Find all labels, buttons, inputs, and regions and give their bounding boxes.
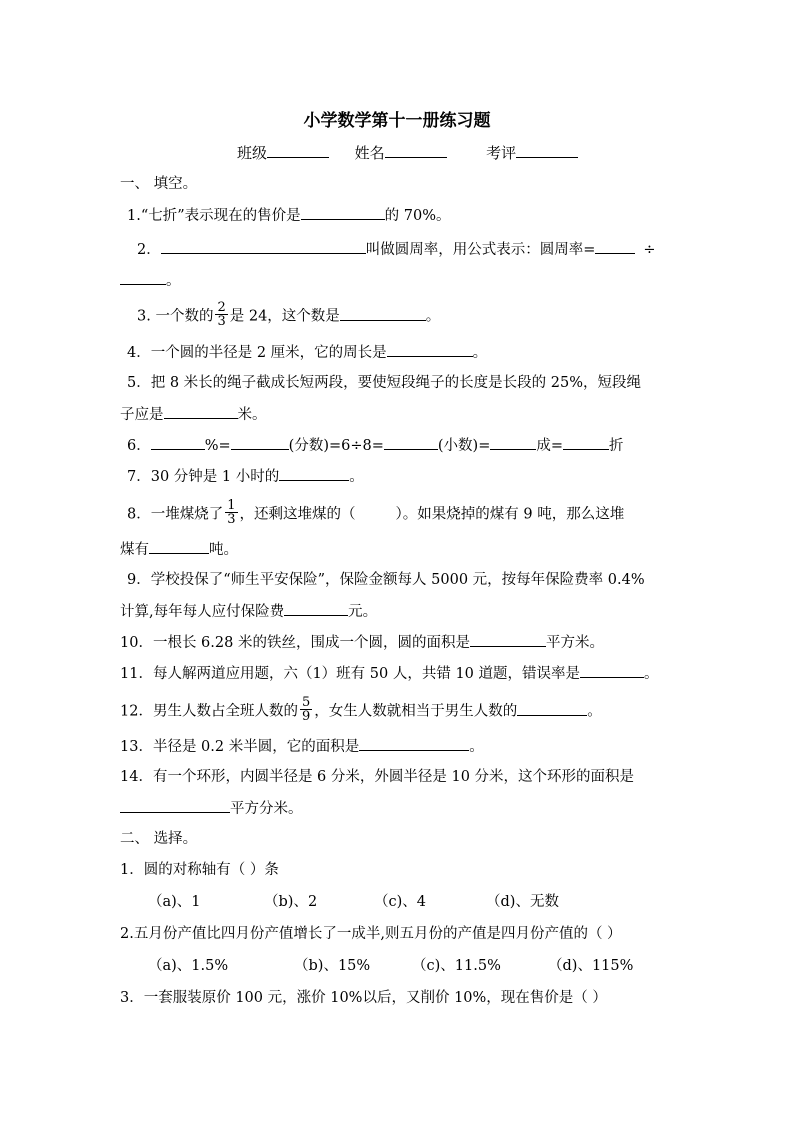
fill-q5: 5．把 8 米长的绳子截成长短两段，要使短段绳子的长度是长段的 25%，短段绳 bbox=[127, 375, 642, 391]
choice-q1-option-c[interactable]: （c)、4 bbox=[374, 894, 427, 910]
fill-q4: 4．一个圆的半径是 2 厘米，它的周长是 。 bbox=[127, 342, 487, 363]
fill-q2-blank-3[interactable] bbox=[120, 270, 166, 285]
section1-heading: 一、 填空。 bbox=[120, 176, 198, 192]
choice-q2-option-b[interactable]: （b)、15% bbox=[294, 958, 371, 974]
choice-q1-option-a[interactable]: （a)、1 bbox=[148, 894, 201, 910]
fill-q4-blank[interactable] bbox=[387, 342, 473, 357]
fill-q14-cont: 平方分米。 bbox=[120, 798, 303, 819]
fill-q13-blank[interactable] bbox=[359, 736, 469, 751]
choice-q2-option-a[interactable]: （a)、1.5% bbox=[148, 958, 229, 974]
fill-q9: 9．学校投保了“师生平安保险”，保险金额每人 5000 元，按每年保险费率 0.4% bbox=[127, 572, 645, 588]
fill-q5-blank[interactable] bbox=[164, 404, 238, 419]
fill-q12-blank[interactable] bbox=[517, 701, 587, 716]
fill-q3: 3. 一个数的 $\frac{2}{3}$ 是 24，这个数是 。 bbox=[137, 300, 441, 329]
fill-q11-blank[interactable] bbox=[580, 663, 644, 678]
fill-q2-cont: 。 bbox=[120, 270, 181, 291]
grade-blank[interactable] bbox=[516, 143, 578, 158]
fill-q13: 13．半径是 0.2 米半圆，它的面积是 。 bbox=[120, 736, 484, 757]
fill-q7-blank[interactable] bbox=[279, 466, 349, 481]
fill-q7: 7．30 分钟是 1 小时的 。 bbox=[127, 466, 364, 487]
fill-q2: 2． 叫做圆周率，用公式表示：圆周率= ÷ bbox=[137, 239, 656, 260]
fill-q6-blank-5[interactable] bbox=[563, 435, 609, 450]
fill-q8-blank[interactable] bbox=[149, 539, 209, 554]
fill-q8-cont: 煤有 吨。 bbox=[120, 539, 238, 560]
class-blank[interactable] bbox=[267, 143, 329, 158]
name-label: 姓名 bbox=[354, 144, 385, 162]
fill-q12: 12．男生人数占全班人数的 $\frac{5}{9}$ ，女生人数就相当于男生人数的 。 bbox=[120, 695, 602, 724]
fill-q8: 8．一堆煤烧了 $\frac{1}{3}$ ，还剩这堆煤的（ ）。如果烧掉的煤有 9 吨，那么这堆 bbox=[127, 498, 625, 527]
fraction-one-third: $\frac{1}{3}$ bbox=[227, 498, 236, 527]
fill-q1-blank[interactable] bbox=[301, 205, 385, 220]
choice-q2: 2.五月份产值比四月份产值增长了一成半,则五月份的产值是四月份产值的（ ） bbox=[120, 926, 622, 942]
fill-q2-blank-1[interactable] bbox=[161, 239, 366, 254]
fill-q6-blank-1[interactable] bbox=[151, 435, 205, 450]
name-blank[interactable] bbox=[385, 143, 447, 158]
fill-q6-blank-4[interactable] bbox=[490, 435, 536, 450]
fill-q3-blank[interactable] bbox=[340, 306, 426, 321]
choice-q1-option-b[interactable]: （b)、2 bbox=[264, 894, 318, 910]
fill-q9-cont: 计算,每年每人应付保险费 元。 bbox=[120, 601, 377, 622]
fill-q11: 11．每人解两道应用题，六（1）班有 50 人，共错 10 道题，错误率是 。 bbox=[120, 663, 659, 684]
student-info-row bbox=[237, 142, 578, 163]
fill-q9-blank[interactable] bbox=[284, 601, 348, 616]
fraction-five-ninths: $\frac{5}{9}$ bbox=[301, 695, 311, 724]
fill-q10-blank[interactable] bbox=[470, 632, 546, 647]
grade-label: 考评 bbox=[486, 144, 517, 162]
fill-q14: 14．有一个环形，内圆半径是 6 分米，外圆半径是 10 分米，这个环形的面积是 bbox=[120, 769, 635, 785]
fill-q6-blank-3[interactable] bbox=[384, 435, 438, 450]
fill-q6: 6． %= (分数)=6÷8= (小数)= 成= 折 bbox=[127, 435, 624, 456]
fill-q6-blank-2[interactable] bbox=[231, 435, 289, 450]
choice-q3: 3．一套服装原价 100 元，涨价 10%以后，又削价 10%，现在售价是（ ） bbox=[120, 990, 607, 1006]
class-label: 班级 bbox=[237, 144, 268, 162]
choice-q2-option-d[interactable]: （d)、115% bbox=[548, 958, 634, 974]
fill-q5-cont: 子应是 米。 bbox=[120, 404, 267, 425]
fill-q10: 10．一根长 6.28 米的铁丝，围成一个圆，圆的面积是 平方米。 bbox=[120, 632, 604, 653]
fill-q14-blank[interactable] bbox=[120, 798, 230, 813]
fraction-two-thirds: $\frac{2}{3}$ bbox=[217, 300, 226, 329]
fill-q2-blank-2[interactable] bbox=[595, 239, 635, 254]
fill-q1: 1.“七折”表示现在的售价是 的 70%。 bbox=[127, 205, 451, 226]
page-title: 小学数学第十一册练习题 bbox=[303, 111, 491, 131]
choice-q1: 1．圆的对称轴有（ ）条 bbox=[120, 862, 279, 878]
section2-heading: 二、 选择。 bbox=[120, 831, 198, 847]
choice-q1-option-d[interactable]: （d)、无数 bbox=[486, 894, 559, 910]
choice-q2-option-c[interactable]: （c)、11.5% bbox=[412, 958, 501, 974]
